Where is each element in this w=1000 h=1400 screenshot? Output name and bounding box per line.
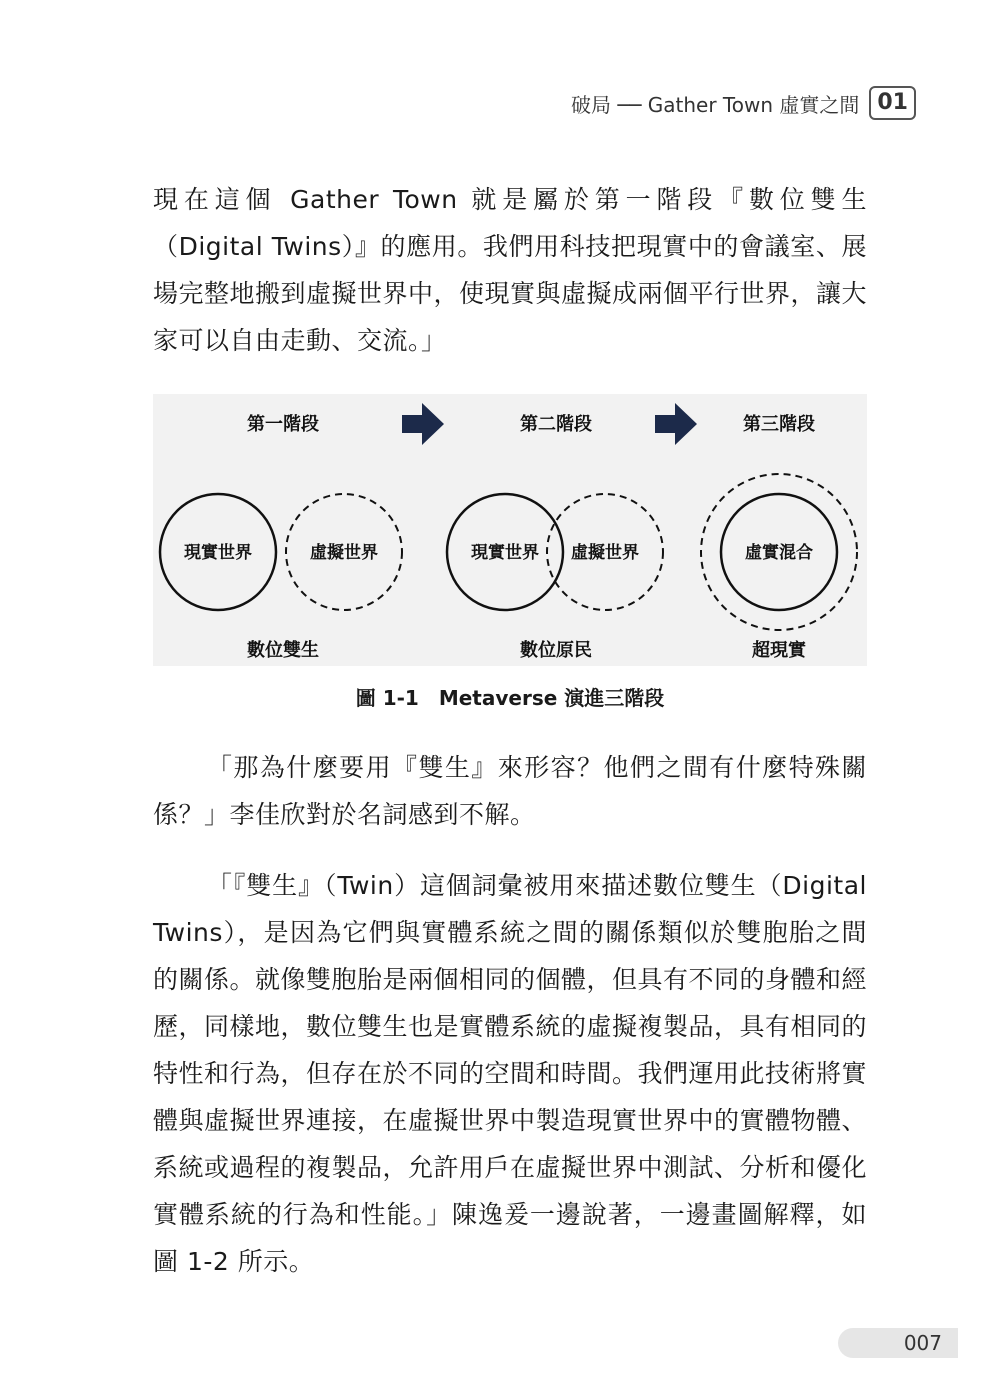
running-header (571, 86, 916, 120)
stage-3-label: 超現實 (752, 640, 806, 661)
stage-2-label: 數位原民 (520, 640, 592, 661)
chapter-number: 01 (869, 86, 916, 120)
stage-title-3: 第三階段 (743, 414, 815, 435)
real-world-label: 現實世界 (184, 543, 252, 563)
paragraph-2: 「那為什麼要用『雙生』來形容？他們之間有什麼特殊關係？」李佳欣對於名詞感到不解。 (153, 753, 867, 829)
paragraph-1: 現在這個 Gather Town 就是屬於第一階段『數位雙生（Digital Twins）』的應用。我們用科技把現實中的會議室、展場完整地搬到虛擬世界中，使現實與虛擬成兩個平行世界，讓大家可以自由走動、交流。」 (153, 185, 868, 355)
figure-caption: 圖 1-1 Metaverse 演進三階段 (355, 686, 665, 710)
real-world-label: 現實世界 (471, 543, 539, 563)
page-number: 007 (838, 1328, 958, 1358)
arrow-right-icon (655, 403, 697, 445)
stage-title-2: 第二階段 (520, 414, 592, 435)
stage-1-label: 數位雙生 (247, 640, 319, 661)
arrow-right-icon (402, 403, 444, 445)
virtual-world-label: 虛擬世界 (310, 543, 378, 563)
header-title: 破局 ── Gather Town 虛實之間 (570, 92, 860, 117)
stage-title-1: 第一階段 (247, 414, 319, 435)
virtual-world-label: 虛擬世界 (571, 543, 639, 563)
mixed-reality-label: 虛實混合 (745, 543, 813, 563)
figure-metaverse-stages (153, 394, 867, 666)
paragraph-3: 「『雙生』（Twin）這個詞彙被用來描述數位雙生（Digital Twins），是因為它們與實體系統之間的關係類似於雙胞胎之間的關係。就像雙胞胎是兩個相同的個體，但具有不同的身體和經歷，同樣地，數位雙生也是實體系統的虛擬複製品，具有相同的特性和行為，但存在於不同的空間和時間。我們運用此技術將實體與虛擬世界連接，在虛擬世界中製造現實世界中的實體物體、系統或過程的複製品，允許用戶在虛擬世界中測試、分析和優化實體系統的行為和性能。」陳逸爰一邊說著，一邊畫圖解釋，如圖 1-2 所示。 (153, 871, 868, 1276)
stages-diagram (153, 394, 867, 666)
